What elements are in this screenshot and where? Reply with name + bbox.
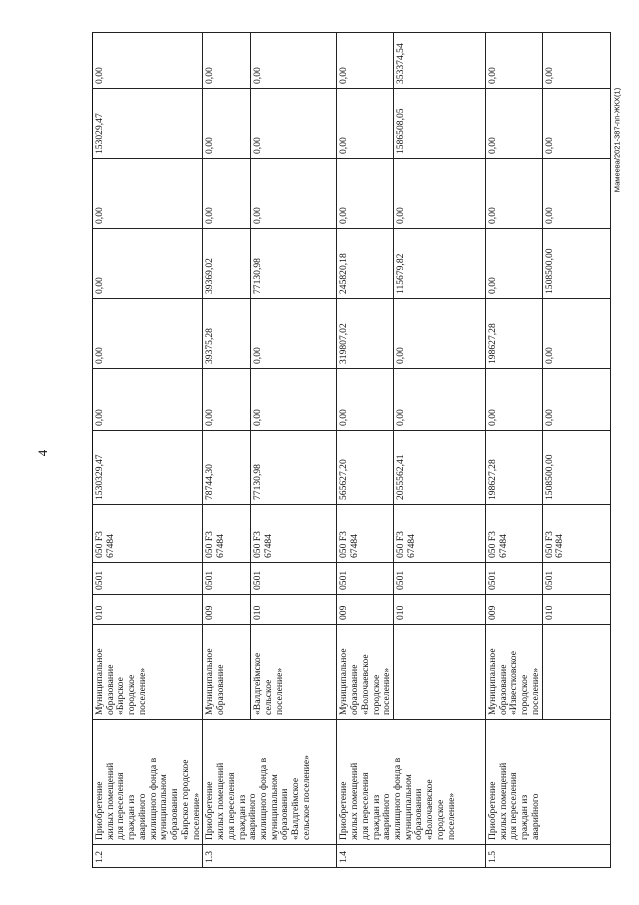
- recipient-cell: [486, 625, 543, 720]
- cell-text-line: муниципальном: [402, 774, 414, 840]
- cell-text-line: 67484: [263, 534, 275, 558]
- amount-cell: 1508500,00: [542, 431, 610, 505]
- cell-text-line: 67484: [215, 534, 227, 558]
- amount-cell: 245820,18: [337, 229, 394, 299]
- cell-text-line: Муниципальное: [487, 648, 499, 715]
- row-number-cell: 1.5: [486, 845, 611, 868]
- amount-cell: 115679,82: [394, 229, 486, 299]
- cell-text-line: для переселения: [359, 772, 371, 840]
- cell-text-line: «Волочаевское: [359, 654, 371, 715]
- cell-text-line: для переселения: [115, 772, 127, 840]
- section-code-cell: 0501: [251, 563, 337, 595]
- table-row: [337, 33, 394, 868]
- cell-text-line: 050 F3: [543, 531, 555, 558]
- amount-cell: 0,00: [394, 299, 486, 369]
- cell-text-line: поселение»: [136, 667, 148, 715]
- amount-cell: 0,00: [337, 89, 394, 159]
- target-code-cell: [542, 505, 610, 563]
- cell-text-line: образовании: [169, 788, 181, 840]
- amount-cell: 0,00: [93, 369, 203, 431]
- amount-cell: 0,00: [251, 369, 337, 431]
- cell-text-line: Приобретение: [338, 781, 350, 840]
- cell-text-line: сельское поселение»: [300, 755, 312, 840]
- recipient-cell: [542, 625, 610, 720]
- cell-text-line: жилищного фонда в: [392, 757, 404, 840]
- cell-text-line: 67484: [554, 534, 566, 558]
- cell-text-line: граждан из: [519, 794, 531, 840]
- table-container: [92, 33, 592, 868]
- section-code-cell: 0501: [486, 563, 543, 595]
- cell-text-line: 050 F3: [204, 531, 216, 558]
- cell-text-line: Муниципальное: [338, 648, 350, 715]
- section-code-cell: 0501: [337, 563, 394, 595]
- cell-text-line: поселение»: [381, 667, 393, 715]
- page-number: 4: [35, 449, 50, 457]
- amount-cell: 0,00: [93, 33, 203, 89]
- amount-cell: 0,00: [203, 33, 251, 89]
- budget-table: [92, 32, 611, 868]
- cell-text-line: аварийного: [381, 793, 393, 840]
- amount-cell: 0,00: [486, 229, 543, 299]
- code-cell: 010: [251, 595, 337, 625]
- amount-cell: 0,00: [251, 33, 337, 89]
- cell-text-line: Муниципальное: [94, 648, 105, 715]
- cell-text-line: «Известковское: [508, 651, 520, 715]
- cell-text-line: муниципальном: [158, 774, 170, 840]
- cell-text-line: «Волочаевское: [424, 779, 436, 840]
- amount-cell: 153029,47: [93, 89, 203, 159]
- amount-cell: 0,00: [251, 299, 337, 369]
- cell-text-line: 67484: [405, 534, 417, 558]
- amount-cell: 39375,28: [203, 299, 251, 369]
- row-number-cell: 1.4: [337, 845, 486, 868]
- amount-cell: 0,00: [542, 369, 610, 431]
- code-cell: 009: [486, 595, 543, 625]
- amount-cell: 77130,98: [251, 229, 337, 299]
- cell-text-line: жилых помещений: [215, 762, 227, 840]
- amount-cell: 0,00: [486, 33, 543, 89]
- amount-cell: 0,00: [394, 369, 486, 431]
- cell-text-line: поселение»: [445, 792, 457, 840]
- cell-text-line: граждан из: [236, 794, 248, 840]
- code-cell: 010: [93, 595, 203, 625]
- cell-text-line: образование: [215, 664, 227, 715]
- amount-cell: 353374,54: [394, 33, 486, 89]
- item-name-cell: [486, 720, 611, 845]
- code-cell: 009: [337, 595, 394, 625]
- cell-text-line: граждан из: [370, 794, 382, 840]
- cell-text-line: Приобретение: [94, 781, 105, 840]
- amount-cell: 0,00: [203, 369, 251, 431]
- amount-cell: 0,00: [542, 159, 610, 229]
- cell-text-line: жилищного фонда в: [147, 757, 159, 840]
- amount-cell: 319807,02: [337, 299, 394, 369]
- cell-text-line: аварийного: [529, 793, 541, 840]
- amount-cell: 0,00: [486, 369, 543, 431]
- amount-cell: 0,00: [486, 89, 543, 159]
- amount-cell: 77130,98: [251, 431, 337, 505]
- amount-cell: 0,00: [337, 159, 394, 229]
- cell-text-line: образование: [349, 664, 361, 715]
- table-row: [486, 33, 543, 868]
- target-code-cell: [251, 505, 337, 563]
- cell-text-line: образование: [104, 664, 116, 715]
- cell-text-line: аварийного: [136, 793, 148, 840]
- row-number-cell: 1.2: [93, 845, 203, 868]
- amount-cell: 0,00: [542, 89, 610, 159]
- cell-text-line: 050 F3: [252, 531, 264, 558]
- cell-text-line: поселение»: [273, 667, 285, 715]
- amount-cell: 0,00: [542, 33, 610, 89]
- target-code-cell: [486, 505, 543, 563]
- cell-text-line: 050 F3: [487, 531, 499, 558]
- cell-text-line: «Бирское городское: [179, 759, 191, 840]
- cell-text-line: жилищного фонда в: [258, 757, 270, 840]
- cell-text-line: 050 F3: [94, 531, 105, 558]
- cell-text-line: Приобретение: [487, 781, 499, 840]
- amount-cell: 39369,02: [203, 229, 251, 299]
- code-cell: 009: [203, 595, 251, 625]
- cell-text-line: для переселения: [508, 772, 520, 840]
- recipient-cell: [93, 625, 203, 720]
- cell-text-line: 67484: [497, 534, 509, 558]
- amount-cell: 0,00: [203, 159, 251, 229]
- amount-cell: 1508500,00: [542, 229, 610, 299]
- item-name-cell: [93, 720, 203, 845]
- cell-text-line: поселение»: [190, 792, 202, 840]
- code-cell: 010: [394, 595, 486, 625]
- amount-cell: 78744,30: [203, 431, 251, 505]
- cell-text-line: Муниципальное: [204, 648, 216, 715]
- cell-text-line: образование: [497, 664, 509, 715]
- cell-text-line: «Бирское: [115, 677, 127, 715]
- amount-cell: 0,00: [542, 299, 610, 369]
- recipient-cell: [203, 625, 251, 720]
- cell-text-line: жилых помещений: [349, 762, 361, 840]
- amount-cell: 565627,20: [337, 431, 394, 505]
- target-code-cell: [337, 505, 394, 563]
- section-code-cell: 0501: [93, 563, 203, 595]
- row-number-cell: 1.3: [203, 845, 337, 868]
- cell-text-line: 67484: [104, 534, 116, 558]
- cell-text-line: городское: [519, 674, 531, 715]
- amount-cell: 0,00: [251, 159, 337, 229]
- cell-text-line: городское: [370, 674, 382, 715]
- code-cell: 010: [542, 595, 610, 625]
- amount-cell: 0,00: [337, 33, 394, 89]
- cell-text-line: городское: [434, 799, 446, 840]
- table-body: [93, 33, 611, 868]
- target-code-cell: [203, 505, 251, 563]
- recipient-cell: [337, 625, 394, 720]
- cell-text-line: образовании: [413, 788, 425, 840]
- item-name-cell: [203, 720, 337, 845]
- section-code-cell: 0501: [394, 563, 486, 595]
- amount-cell: 0,00: [251, 89, 337, 159]
- cell-text-line: городское: [126, 674, 138, 715]
- section-code-cell: 0501: [542, 563, 610, 595]
- amount-cell: 2055562,41: [394, 431, 486, 505]
- amount-cell: 0,00: [394, 159, 486, 229]
- amount-cell: 1530329,47: [93, 431, 203, 505]
- amount-cell: 198627,28: [486, 431, 543, 505]
- amount-cell: 0,00: [93, 299, 203, 369]
- cell-text-line: аварийного: [247, 793, 259, 840]
- cell-text-line: образовании: [279, 788, 291, 840]
- cell-text-line: граждан из: [126, 794, 138, 840]
- cell-text-line: муниципальном: [268, 774, 280, 840]
- amount-cell: 0,00: [337, 369, 394, 431]
- amount-cell: 0,00: [486, 159, 543, 229]
- cell-text-line: жилых помещений: [497, 762, 509, 840]
- document-code: Мамеева/2021-387-пп-ЖКХ(1): [612, 87, 622, 193]
- target-code-cell: [93, 505, 203, 563]
- cell-text-line: «Валдгеймское: [290, 777, 302, 840]
- cell-text-line: 050 F3: [395, 531, 407, 558]
- amount-cell: 198627,28: [486, 299, 543, 369]
- amount-cell: 1586508,05: [394, 89, 486, 159]
- cell-text-line: сельское: [263, 679, 275, 715]
- target-code-cell: [394, 505, 486, 563]
- amount-cell: 0,00: [203, 89, 251, 159]
- amount-cell: 0,00: [93, 159, 203, 229]
- cell-text-line: поселение»: [529, 667, 541, 715]
- cell-text-line: 67484: [349, 534, 361, 558]
- table-row: [203, 33, 251, 868]
- cell-text-line: 050 F3: [338, 531, 350, 558]
- cell-text-line: жилых помещений: [104, 762, 116, 840]
- recipient-cell: [394, 625, 486, 720]
- cell-text-line: для переселения: [225, 772, 237, 840]
- amount-cell: 0,00: [93, 229, 203, 299]
- item-name-cell: [337, 720, 486, 845]
- recipient-cell: [251, 625, 337, 720]
- section-code-cell: 0501: [203, 563, 251, 595]
- cell-text-line: Приобретение: [204, 781, 216, 840]
- cell-text-line: «Валдгеймское: [252, 652, 264, 715]
- table-row: [93, 33, 203, 868]
